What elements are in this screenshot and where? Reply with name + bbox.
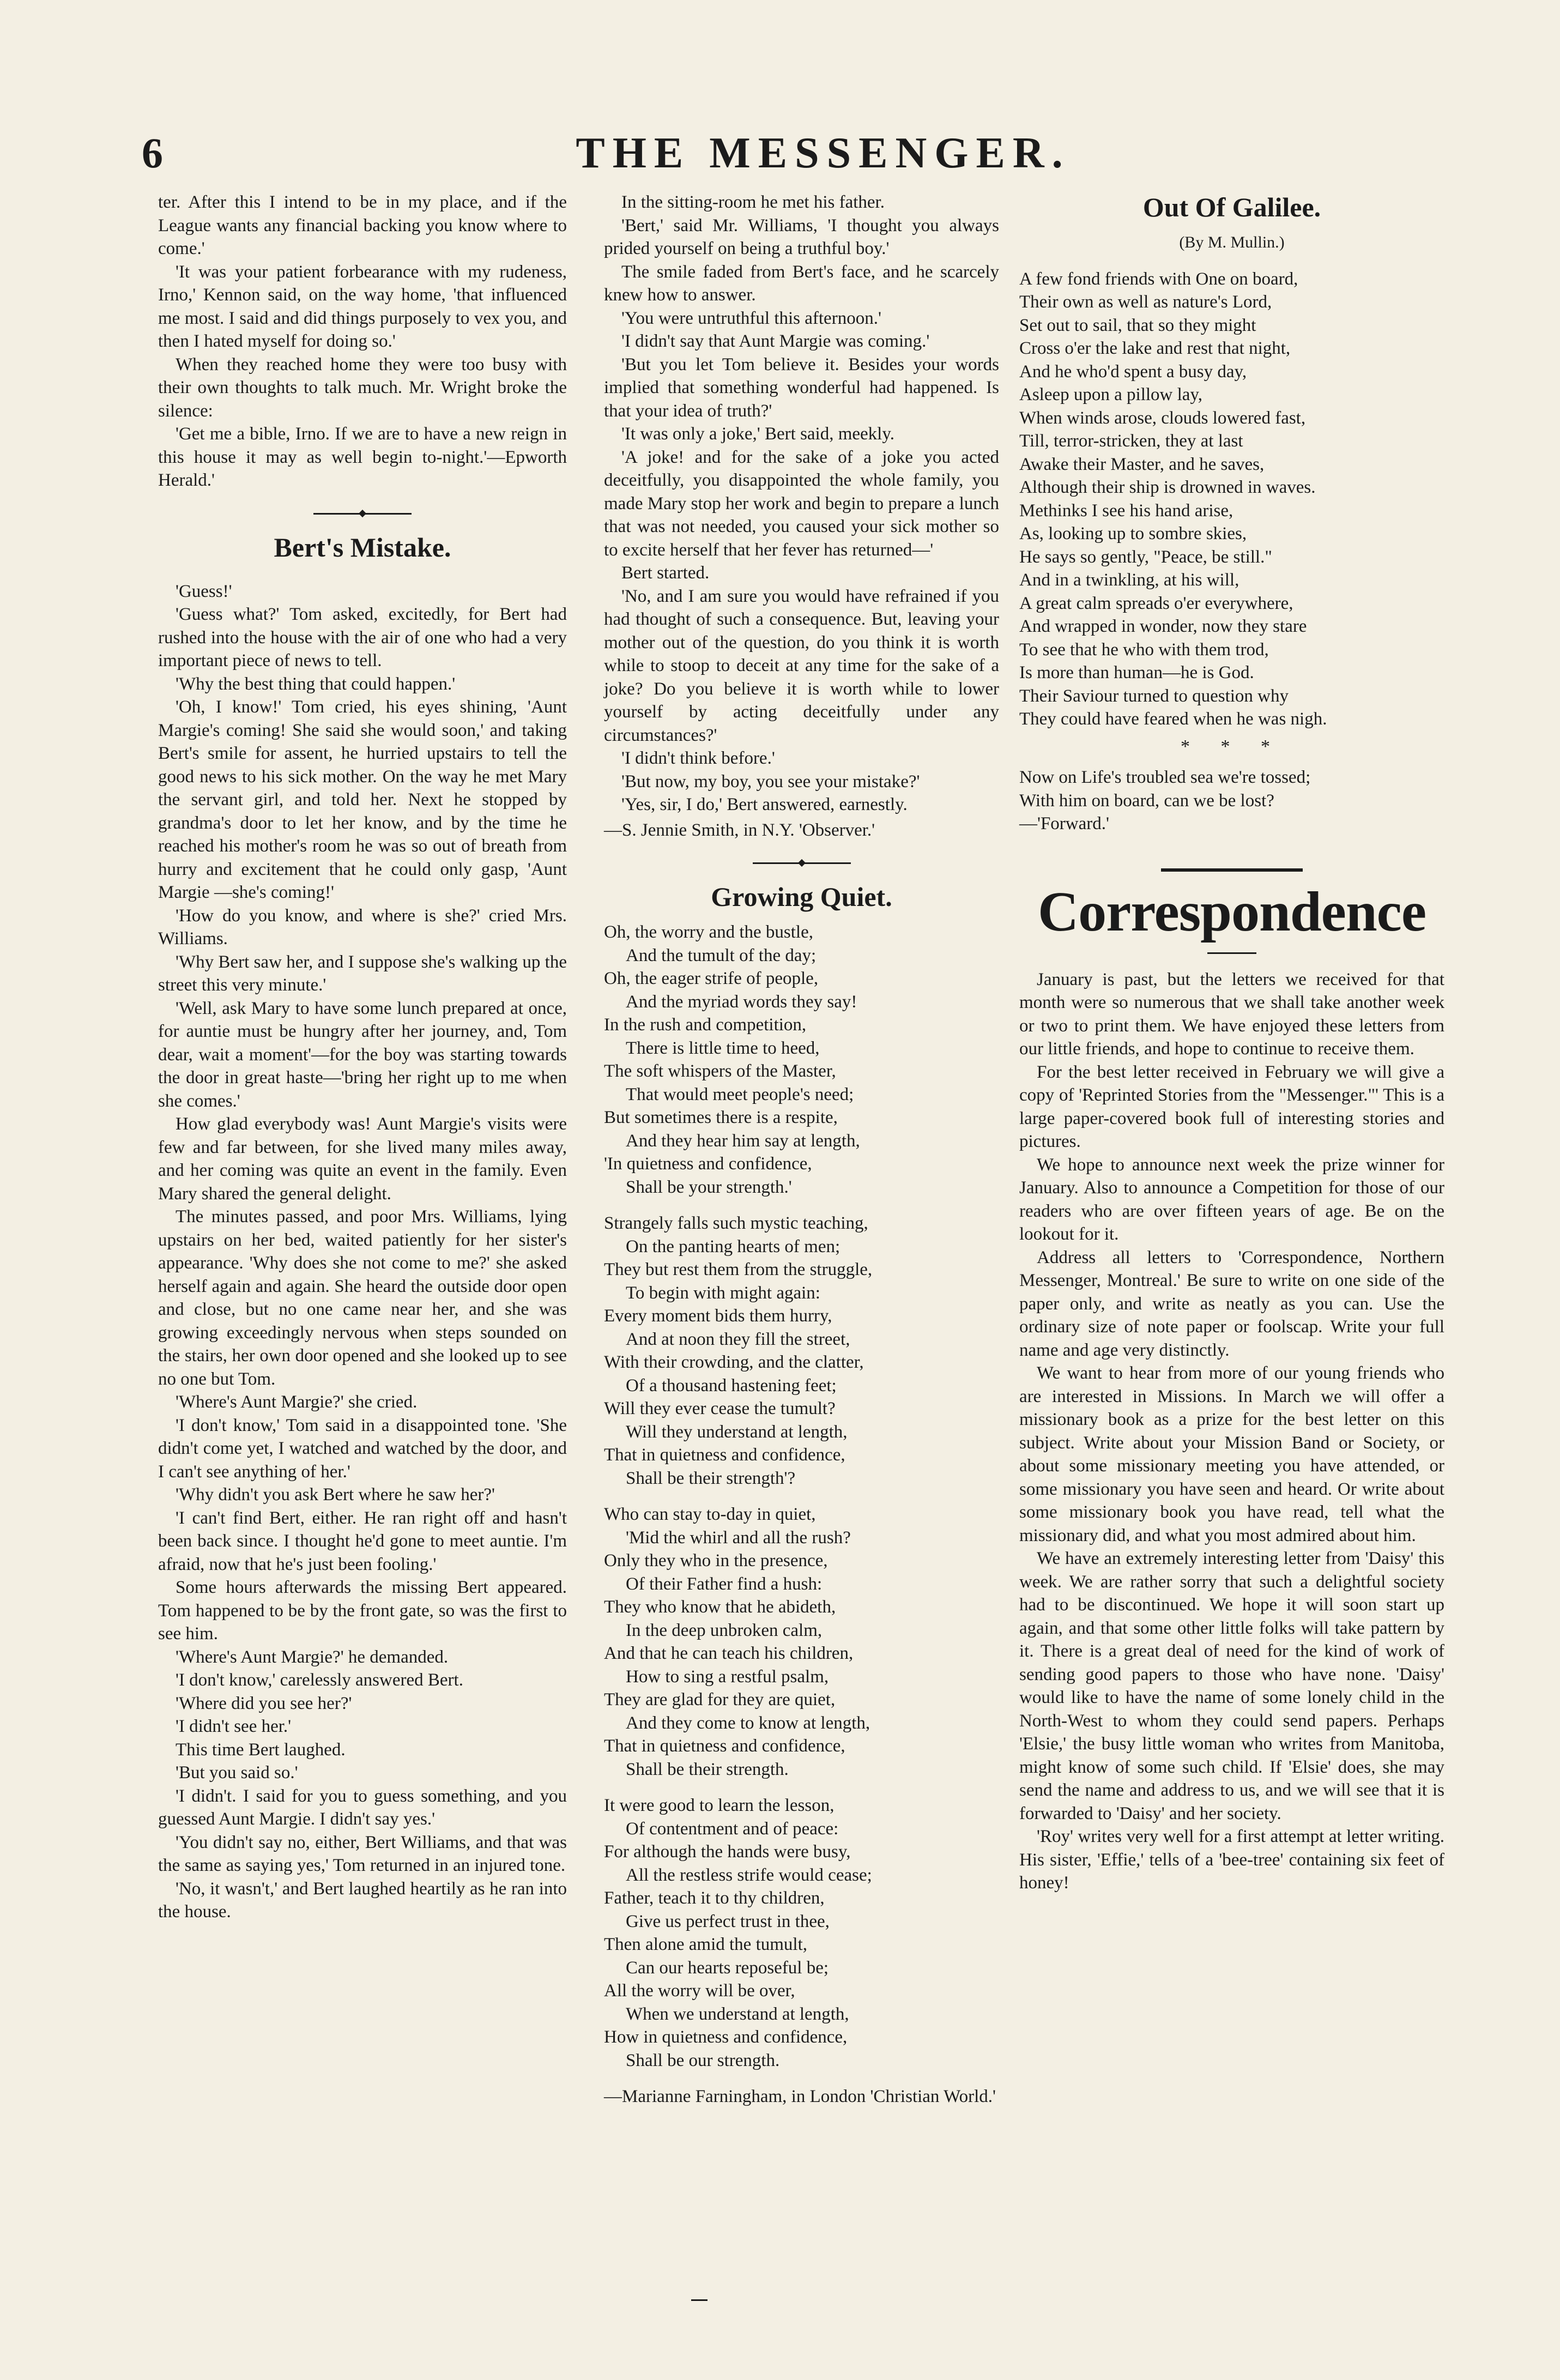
poem-line: To see that he who with them trod, bbox=[1019, 639, 1269, 660]
poem-stars: * * * bbox=[1181, 736, 1283, 757]
paragraph: 'I didn't think before.' bbox=[621, 748, 775, 768]
story-divider bbox=[313, 513, 412, 515]
poem-stanza bbox=[604, 1212, 999, 1490]
poem-line: Although their ship is drowned in waves. bbox=[1019, 478, 1316, 497]
poem-line: Of a thousand hastening feet; bbox=[626, 1375, 837, 1396]
poem-line: And the myriad words they say! bbox=[626, 992, 857, 1012]
poem-line: Shall be your strength.' bbox=[626, 1177, 792, 1197]
paragraph: We want to hear from more of our young friends who are interested in Missions. In March we will offer a missionary book as a prize for the best letter on this subject. Write about your Mission Band or Society, or about some missionary meeting you have attended, or some missionary you have seen and heard. Or write about some missionary book you have read, tell what the missionary did, and what you most admired about him. bbox=[1019, 1363, 1444, 1545]
poem-attribution: —Marianne Farningham, in London 'Christian World.' bbox=[604, 2087, 996, 2106]
paragraph: 'I can't find Bert, either. He ran right off and hasn't been back since. I thought he'd gone to meet auntie. I'm afraid, now that he's just been fooling.' bbox=[158, 1508, 567, 1574]
paragraph: 'Get me a bible, Irno. If we are to have a new reign in this house it may as well begin to-night.'—Epworth Herald.' bbox=[158, 424, 567, 490]
poem-line: 'In quietness and confidence, bbox=[604, 1154, 812, 1174]
poem-line: Oh, the eager strife of people, bbox=[604, 969, 819, 988]
section-subrule bbox=[1207, 952, 1256, 954]
poem-line: As, looking up to sombre skies, bbox=[1019, 524, 1247, 543]
newspaper-title: THE MESSENGER. bbox=[576, 129, 1071, 177]
poem-line: Father, teach it to thy children, bbox=[604, 1888, 825, 1908]
poem-line: That in quietness and confidence, bbox=[604, 1445, 845, 1465]
paragraph: 'Guess what?' Tom asked, excitedly, for Bert had rushed into the house with the air of one who had a very important piece of news to tell. bbox=[158, 605, 567, 670]
paragraph: How glad everybody was! Aunt Margie's visits were few and far between, for she lived many miles away, and her coming was quite an event in the family. Even Mary shared the general delight. bbox=[158, 1114, 567, 1204]
poem-line: Their own as well as nature's Lord, bbox=[1019, 292, 1272, 312]
paragraph: 'Well, ask Mary to have some lunch prepared at once, for auntie must be hungry after her journey, and, Tom dear, wait a moment'—for the boy was starting towards the door in great haste—'bring her right up to me when she comes.' bbox=[158, 998, 567, 1111]
paragraph: 'Where did you see her?' bbox=[176, 1693, 352, 1713]
column-1 bbox=[158, 191, 567, 1924]
poem-line: It were good to learn the lesson, bbox=[604, 1796, 835, 1815]
poem-line: They but rest them from the struggle, bbox=[604, 1260, 873, 1279]
poem-line: All the restless strife would cease; bbox=[626, 1865, 872, 1885]
paragraph: 'Why Bert saw her, and I suppose she's walking up the street this very minute.' bbox=[158, 952, 567, 995]
poem-line: Now on Life's troubled sea we're tossed; bbox=[1019, 768, 1311, 787]
paragraph: 'Why didn't you ask Bert where he saw her?' bbox=[176, 1485, 495, 1505]
poem-line: Only they who in the presence, bbox=[604, 1551, 828, 1570]
poem-divider bbox=[753, 862, 851, 864]
poem-line: That in quietness and confidence, bbox=[604, 1736, 845, 1756]
paragraph: Bert started. bbox=[621, 563, 710, 583]
poem-line: Will they understand at length, bbox=[626, 1422, 848, 1442]
masthead bbox=[142, 129, 1504, 178]
paragraph: 'Why the best thing that could happen.' bbox=[176, 674, 456, 694]
paragraph: 'I didn't. I said for you to guess something, and you guessed Aunt Margie. I didn't say yes.' bbox=[158, 1786, 567, 1829]
paragraph: In the sitting-room he met his father. bbox=[621, 192, 885, 212]
paragraph: 'Where's Aunt Margie?' he demanded. bbox=[176, 1647, 449, 1667]
paragraph: 'A joke! and for the sake of a joke you acted deceitfully, you disappointed the whole family, you made Mary stop her work and begin to prepare a lunch that was not needed, you caused your sick mother so to excite herself that her fever has returned—' bbox=[604, 447, 999, 560]
paragraph: 'Oh, I know!' Tom cried, his eyes shining, 'Aunt Margie's coming! She said she would soon,' and taking Bert's smile for assent, he hurried upstairs to tell the good news to his sick mother. On the way he met Mary the servant girl, and told her. Next he stopped by grandma's door to let her know, and by the time he reached his mother's room he was so out of breath from hurry and excitement that he could only gasp, 'Aunt Margie —she's coming!' bbox=[158, 697, 567, 902]
story-continuation bbox=[158, 191, 567, 492]
page-number: 6 bbox=[142, 129, 163, 177]
poem-stanza bbox=[604, 921, 999, 1199]
poem-closing bbox=[1019, 766, 1444, 812]
poem-line: When we understand at length, bbox=[626, 2004, 849, 2024]
paragraph: Address all letters to 'Correspondence, Northern Messenger, Montreal.' Be sure to write on one side of the paper only, and write as neatly as you can. Use the ordinary size of note paper or foolscap. Write your full name and age very distinctly. bbox=[1019, 1247, 1444, 1360]
paragraph: 'No, and I am sure you would have refrained if you had thought of such a consequence. But, leaving your mother out of the question, do you think it is worth while to stoop to deceit at any time for the sake of a joke? Do you believe it is worth while to lower yourself by acting deceitfully under any circumstances?' bbox=[604, 586, 999, 745]
poem-line: A few fond friends with One on board, bbox=[1019, 269, 1298, 289]
poem-line: Of their Father find a hush: bbox=[626, 1574, 823, 1594]
poem-line: And at noon they fill the street, bbox=[626, 1329, 850, 1349]
paragraph: 'You didn't say no, either, Bert Williams, and that was the same as saying yes,' Tom returned in an injured tone. bbox=[158, 1832, 567, 1875]
paragraph: ter. After this I intend to be in my place, and if the League wants any financial backing you know where to come.' bbox=[158, 192, 567, 258]
poem-body bbox=[1019, 268, 1444, 731]
poem-line: Shall be their strength. bbox=[626, 1759, 789, 1779]
poem-line: Every moment bids them hurry, bbox=[604, 1306, 832, 1326]
poem-line: Oh, the worry and the bustle, bbox=[604, 922, 813, 942]
paragraph: The smile faded from Bert's face, and he scarcely knew how to answer. bbox=[604, 262, 999, 305]
poem-line: Shall be their strength'? bbox=[626, 1468, 796, 1488]
paragraph: For the best letter received in February we will give a copy of 'Reprinted Stories from the "Messenger."' This is a large paper-covered book full of interesting stories and pictures. bbox=[1019, 1062, 1444, 1151]
paragraph: 'I don't know,' Tom said in a disappointed tone. 'She didn't come yet, I watched and watched by the door, and I can't see anything of her.' bbox=[158, 1415, 567, 1482]
paragraph: 'I didn't say that Aunt Margie was coming.' bbox=[621, 331, 930, 351]
paragraph: We hope to announce next week the prize winner for January. Also to announce a Competition for those of our readers who are over fifteen years of age. Be on the lookout for it. bbox=[1019, 1155, 1444, 1244]
poem-line: Asleep upon a pillow lay, bbox=[1019, 385, 1203, 404]
poem-line: With their crowding, and the clatter, bbox=[604, 1352, 864, 1372]
poem-line: Set out to sail, that so they might bbox=[1019, 315, 1256, 335]
poem-line: He says so gently, "Peace, be still." bbox=[1019, 547, 1272, 567]
poem-line: Of contentment and of peace: bbox=[626, 1819, 839, 1839]
poem-line: On the panting hearts of men; bbox=[626, 1236, 841, 1257]
story-body bbox=[158, 580, 567, 1924]
poem-line: Is more than human—he is God. bbox=[1019, 663, 1254, 682]
poem-line: In the deep unbroken calm, bbox=[626, 1620, 823, 1640]
paragraph: 'Guess!' bbox=[176, 581, 232, 601]
poem-line: And in a twinkling, at his will, bbox=[1019, 570, 1239, 590]
column-2 bbox=[604, 191, 999, 2109]
poem-line: Then alone amid the tumult, bbox=[604, 1935, 807, 1954]
poem-line: For although the hands were busy, bbox=[604, 1842, 851, 1862]
poem-line: Their Saviour turned to question why bbox=[1019, 686, 1289, 706]
poem-line: Strangely falls such mystic teaching, bbox=[604, 1213, 868, 1233]
poem-stanza bbox=[604, 1794, 999, 2072]
paragraph: 'But you let Tom believe it. Besides your words implied that something wonderful had happened. Is that your idea of truth?' bbox=[604, 354, 999, 421]
poem-line: Shall be our strength. bbox=[626, 2050, 780, 2070]
poem-line: The soft whispers of the Master, bbox=[604, 1061, 836, 1081]
poem-line: And they come to know at length, bbox=[626, 1713, 870, 1733]
poem-line: And he who'd spent a busy day, bbox=[1019, 361, 1247, 382]
paragraph: 'You were untruthful this afternoon.' bbox=[621, 308, 881, 328]
paragraph: 'But now, my boy, you see your mistake?' bbox=[621, 771, 920, 792]
poem-line: With him on board, can we be lost? bbox=[1019, 790, 1274, 811]
poem-line: Cross o'er the lake and rest that night, bbox=[1019, 339, 1291, 358]
paragraph: 'I don't know,' carelessly answered Bert. bbox=[176, 1670, 463, 1690]
poem-title-growing-quiet: Growing Quiet. bbox=[711, 881, 892, 912]
paragraph: 'It was only a joke,' Bert said, meekly. bbox=[621, 424, 894, 444]
poem-line: Will they ever cease the tumult? bbox=[604, 1399, 836, 1418]
poem-line: Till, terror-stricken, they at last bbox=[1019, 431, 1243, 451]
poem-line: They who know that he abideth, bbox=[604, 1597, 836, 1617]
paragraph: This time Bert laughed. bbox=[176, 1739, 346, 1760]
paragraph: 'Yes, sir, I do,' Bert answered, earnestly. bbox=[621, 795, 908, 814]
section-title-correspondence: Correspondence bbox=[1037, 880, 1426, 943]
poem-line: A great calm spreads o'er everywhere, bbox=[1019, 593, 1293, 613]
poem-line: In the rush and competition, bbox=[604, 1015, 807, 1035]
paragraph: 'Where's Aunt Margie?' she cried. bbox=[176, 1392, 418, 1412]
poem-attribution: —'Forward.' bbox=[1019, 814, 1109, 833]
poem-line: How in quietness and confidence, bbox=[604, 2027, 848, 2047]
poem-line: Awake their Master, and he saves, bbox=[1019, 454, 1265, 474]
poem-line: Give us perfect trust in thee, bbox=[626, 1911, 830, 1931]
poem-stanza bbox=[604, 1503, 999, 1781]
poem-line: 'Mid the whirl and all the rush? bbox=[626, 1527, 851, 1548]
poem-line: But sometimes there is a respite, bbox=[604, 1108, 838, 1127]
poem-line: And the tumult of the day; bbox=[626, 945, 817, 965]
poem-line: And that he can teach his children, bbox=[604, 1644, 854, 1663]
paragraph: The minutes passed, and poor Mrs. Williams, lying upstairs on her bed, waited patiently for her sister's appearance. 'Why does she not come to me?' she asked herself again and again. She heard the outside door open and close, but no one came near her, and she was growing exceedingly nervous when steps sounded on the stairs, her own door opened and she looked up to see no one but Tom. bbox=[158, 1207, 567, 1389]
poem-title-out-of-galilee: Out Of Galilee. bbox=[1142, 192, 1321, 222]
paragraph: 'I didn't see her.' bbox=[176, 1717, 292, 1736]
poem-line: And they hear him say at length, bbox=[626, 1131, 860, 1151]
poem-line: There is little time to heed, bbox=[626, 1038, 820, 1058]
poem-line: They could have feared when he was nigh. bbox=[1019, 709, 1327, 729]
paragraph: 'No, it wasn't,' and Bert laughed heartily as he ran into the house. bbox=[158, 1878, 567, 1922]
poem-line: Methinks I see his hand arise, bbox=[1019, 500, 1234, 521]
poem-line: They are glad for they are quiet, bbox=[604, 1690, 836, 1710]
paragraph: 'It was your patient forbearance with my rudeness, Irno,' Kennon said, on the way home, 'that influenced me most. I said and did things purposely to vex you, and then I hated myself for doing so.' bbox=[158, 262, 567, 351]
correspondence-body bbox=[1019, 968, 1444, 1895]
poem-byline: (By M. Mullin.) bbox=[1179, 233, 1285, 251]
story-body-continued bbox=[604, 191, 999, 817]
poem-body bbox=[604, 921, 999, 2072]
story-title-berts-mistake: Bert's Mistake. bbox=[274, 531, 451, 563]
paragraph: 'But you said so.' bbox=[176, 1763, 298, 1783]
poem-line: Who can stay to-day in quiet, bbox=[604, 1505, 816, 1524]
paragraph: Some hours afterwards the missing Bert appeared. Tom happened to be by the front gate, so was the first to see him. bbox=[158, 1578, 567, 1644]
poem-line: How to sing a restful psalm, bbox=[626, 1666, 829, 1687]
footer-mark bbox=[691, 2299, 708, 2301]
poem-line: And wrapped in wonder, now they stare bbox=[1019, 617, 1307, 636]
section-rule bbox=[1161, 868, 1303, 872]
paragraph: 'Bert,' said Mr. Williams, 'I thought you always prided yourself on being a truthful boy.' bbox=[604, 215, 999, 258]
paragraph: When they reached home they were too busy with their own thoughts to talk much. Mr. Wright broke the silence: bbox=[158, 354, 567, 421]
paragraph: 'How do you know, and where is she?' cried Mrs. Williams. bbox=[158, 905, 567, 949]
poem-line: When winds arose, clouds lowered fast, bbox=[1019, 408, 1306, 428]
story-attribution: —S. Jennie Smith, in N.Y. 'Observer.' bbox=[604, 820, 875, 840]
paragraph: 'Roy' writes very well for a first attempt at letter writing. His sister, 'Effie,' tells of a 'bee-tree' containing six feet of honey! bbox=[1019, 1827, 1444, 1893]
poem-line: All the worry will be over, bbox=[604, 1981, 795, 2001]
paragraph: We have an extremely interesting letter from 'Daisy' this week. We are rather sorry that such a delightful society had to be discontinued. We hope it will soon start up again, and that some other little folks will take pattern by it. There is a great deal of need for the kind of work of sending good papers to those who have none. 'Daisy' would like to have the name of some lonely child in the North-West to whom they could send papers. Perhaps 'Elsie,' the busy little woman who writes from Manitoba, might know of some such child. If 'Elsie' does, she may send the name and address to us, and we will see that it is forwarded to 'Daisy' and her society. bbox=[1019, 1549, 1444, 1823]
poem-line: Can our hearts reposeful be; bbox=[626, 1958, 829, 1978]
paragraph: January is past, but the letters we received for that month were so numerous that we shall take another week or two to print them. We have enjoyed these letters from our little friends, and hope to continue to receive them. bbox=[1019, 969, 1444, 1059]
poem-line: That would meet people's need; bbox=[626, 1084, 854, 1104]
column-3 bbox=[1019, 191, 1444, 1895]
poem-line: To begin with might again: bbox=[626, 1283, 820, 1303]
